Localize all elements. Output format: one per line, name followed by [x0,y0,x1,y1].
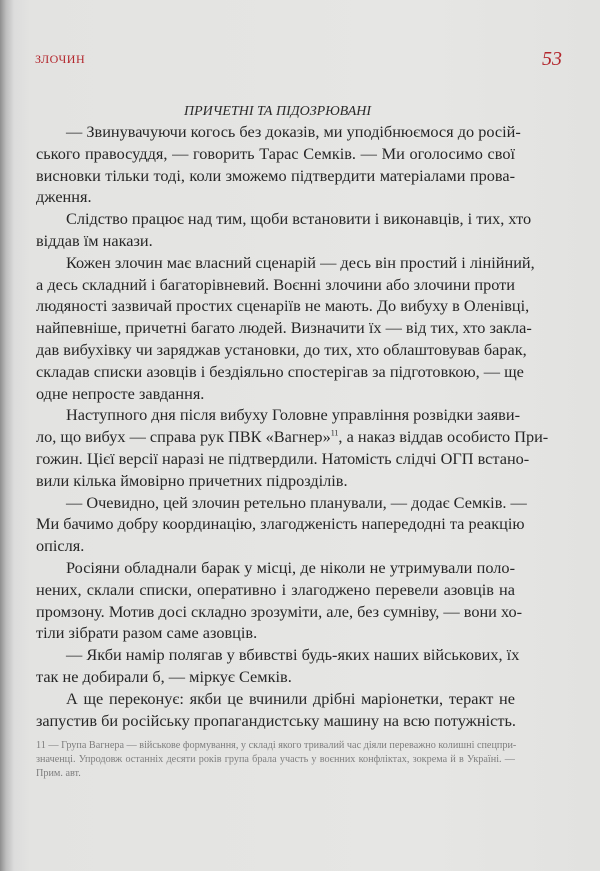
text-line: промзону. Мотив досі складно зрозуміти, але, без сумніву, — вони хо- [36,601,523,621]
running-header-section: ЗЛОЧИН [35,52,86,66]
footnote-line: 11 — Група Вагнера — військове формування, у складі якого тривалий час діяли переважно колишні спецпри- [36,740,517,751]
text-line: тіли зібрати разом саме азовців. [36,623,258,643]
paragraph [36,252,535,405]
text-line: дження. [36,187,92,207]
page-number: 53 [542,48,562,70]
text-line: а десь складний і багаторівневий. Воєнні злочини або злочини проти [36,274,515,294]
text-line: складав списки азовців і бездіяльно спостерігав за підготовкою, — ще [36,361,524,381]
paragraph [36,557,523,644]
text-line: ського правосуддя, — говорить Тарас Семків. — Ми оголосимо свої [36,143,515,163]
text-line: — Очевидно, цей злочин ретельно планували, — додає Семків. — [66,492,527,512]
text-line: Наступного дня після вибуху Головне управління розвідки заяви- [66,405,521,425]
section-title: ПРИЧЕТНІ ТА ПІДОЗРЮВАНІ [183,104,372,119]
text-line: одне непросте завдання. [36,383,205,403]
text-line: віддав їм накази. [36,230,153,250]
text-line: Слідство працює над тим, щоби встановити і виконавців, і тих, хто [66,209,532,229]
text-line: запустив би російську пропагандистську машину на всю потужність. [36,710,516,730]
footnote-line: Прим. авт. [36,768,81,779]
text-line: гожин. Цієї версії наразі не підтвердили. Натомість слідчі ОГП встано- [36,448,530,468]
paragraph [36,492,527,557]
text-line: — Якби намір полягав у вбивстві будь-яких наших військових, їх [66,645,520,665]
text-line: опісля. [36,536,85,556]
paragraph [36,688,515,732]
text-line: Росіяни обладнали барак у місці, де ніколи не утримували поло- [66,557,515,577]
paragraph [36,121,521,208]
text-line: так не добирали б, — міркує Семків. [36,666,292,686]
footnote-line: значенці. Упродовж останніх десяти років група брала участь у воєнних конфліктах, зокрема й в Україні. — [36,754,515,765]
footnote [36,739,515,781]
text-line: Кожен злочин має власний сценарій — десь він простий і лінійний, [66,252,535,272]
text-line: висновки тільки тоді, коли зможемо підтвердити матеріалами прова- [36,165,515,185]
footnote-reference[interactable]: 11 [330,428,339,438]
text-line: вили кілька ймовірно причетних підрозділів. [36,470,348,490]
text-fragment: ло, що вибух — справа рук ПВК «Вагнер» [36,427,331,447]
text-line: Ми бачимо добру координацію, злагодженість напередодні та реакцію [36,514,525,534]
text-line: нених, склали списки, оперативно і злагоджено перевели азовців на [36,579,515,599]
text-fragment: , а наказ віддав особисто При- [338,427,549,447]
text-line: дав вибухівку чи заряджав установки, до тих, хто облаштовував барак, [36,339,527,359]
paragraph [36,208,532,252]
body-text [36,121,549,731]
paragraph [36,404,549,491]
paragraph [36,644,520,688]
text-line: найпевніше, причетні багато людей. Визначити їх — від тих, хто закла- [36,318,532,338]
text-line: — Звинувачуючи когось без доказів, ми уподібнюємося до росій- [66,122,521,141]
text-line [36,426,549,448]
text-line: людяності зазвичай простих сценаріїв не мають. До вибуху в Оленівці, [36,296,530,316]
text-line: А ще переконує: якби це вчинили дрібні маріонетки, теракт не [66,688,515,708]
